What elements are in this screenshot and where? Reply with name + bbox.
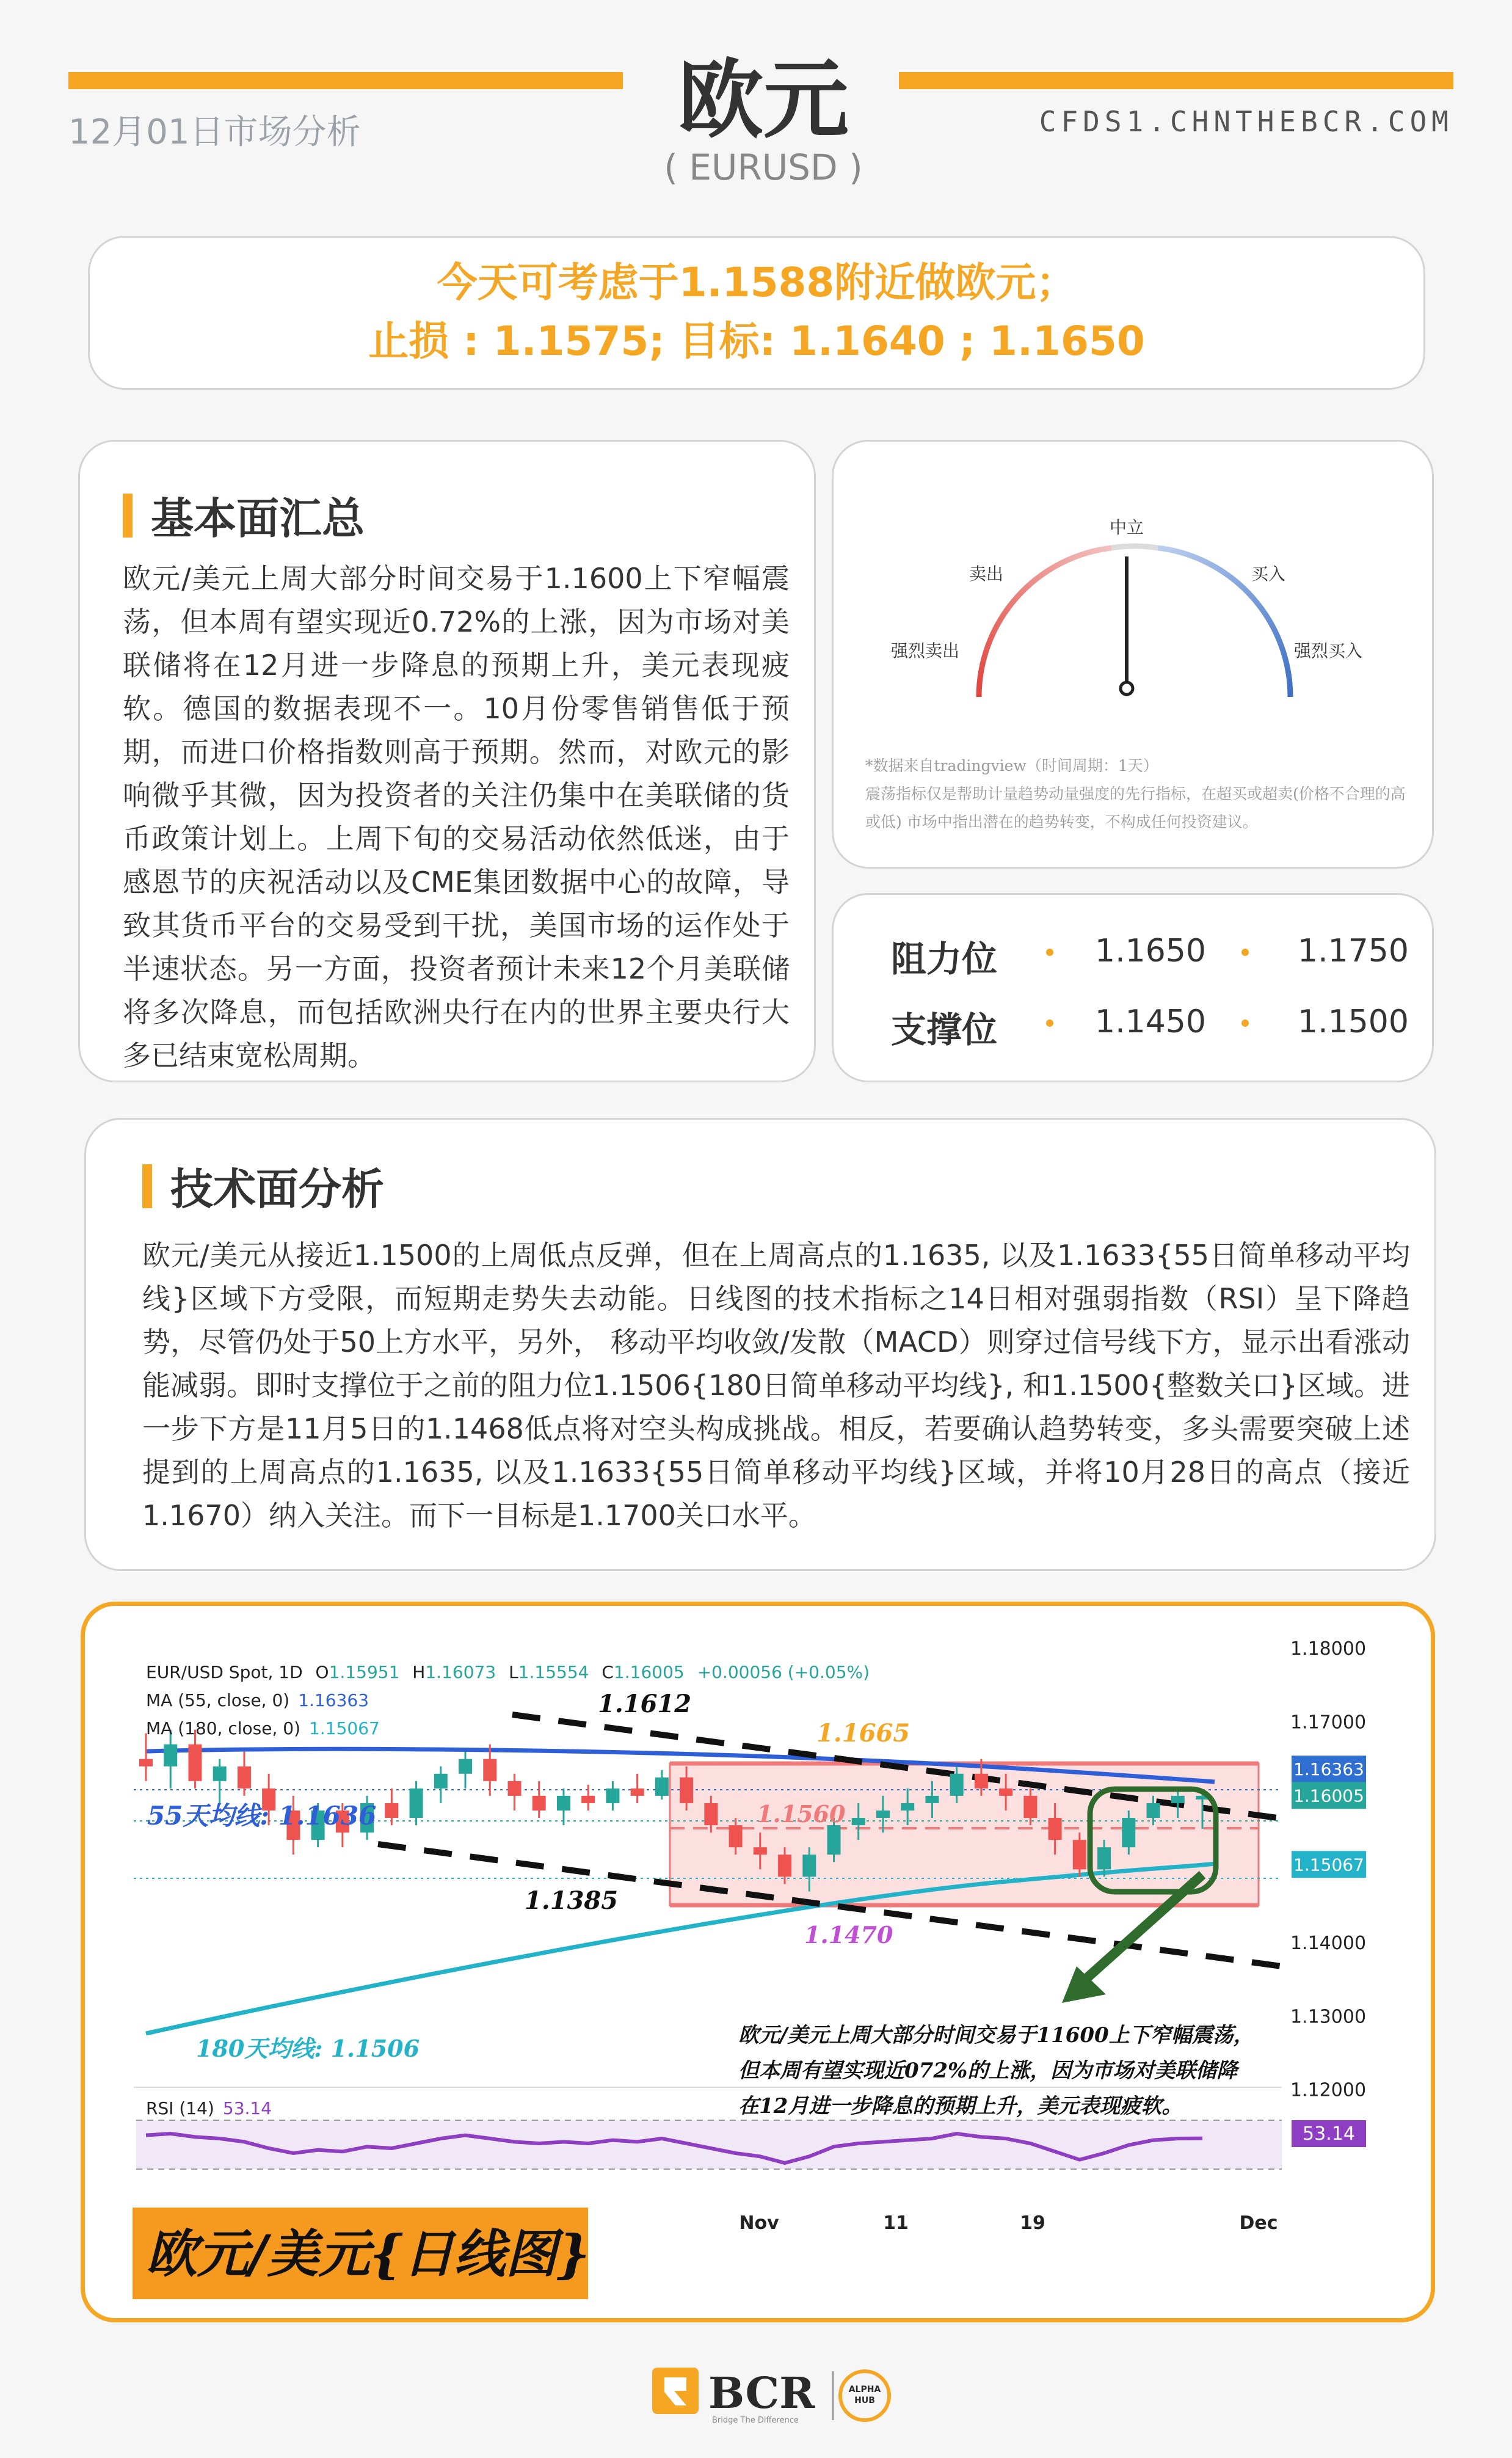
annotation-high: 1.1612 (598, 1690, 692, 1718)
annotation-comment-3: 在12月进一步降息的预期上升，美元表现疲软。 (738, 2094, 1183, 2118)
candle-body (139, 1759, 153, 1767)
annotation-top: 1.1665 (816, 1719, 910, 1748)
bullet-icon (1046, 949, 1053, 956)
support-row (834, 1001, 1432, 1050)
price-tag-value: 1.16005 (1293, 1785, 1364, 1806)
gauge-pivot (1121, 682, 1133, 695)
technical-card (84, 1118, 1436, 1571)
recommendation-entry: 今天可考虑于1.1588附近做欧元； (437, 259, 1077, 306)
x-tick: Nov (739, 2212, 779, 2234)
candle-body (631, 1789, 644, 1796)
candle-body (606, 1789, 619, 1803)
gauge-label-strong-buy: 强烈买入 (1293, 641, 1363, 661)
annotation-comment-1: 欧元/美元上周大部分时间交易于11600上下窄幅震荡， (738, 2023, 1254, 2048)
technical-text: 欧元/美元从接近1.1500的上周低点反弹，但在上周高点的1.1635, 以及1.1633{55日简单移动平均线}区域下方受限，而短期走势失去动能。日线图的技术指标之14日相对强弱指数（RSI）呈下降趋势，尽管仍处于50上方水平，另外， 移动平均收敛/发散（MACD）则穿过信号线下方，显示出看涨动能减弱。即时支撑位于之前的阻力位1.1506{180日简单移动平均线}, 和1.1500{整数关口}区域。进一步下方是11月5日的1.1468低点将对空头构成挑战。相反，若要确认趋势转变，多头需要突破上述提到的上周高点的1.1635, 以及1.1633{55日简单移动平均线}区域，并将10月28日的高点（接近1.1670）纳入关注。而下一目标是1.1700关口水平。 (142, 1239, 1410, 1532)
recommendation-targets: 止损 : 1.1575; 目标: 1.1640 ; 1.1650 (368, 318, 1145, 365)
candle-body (778, 1854, 791, 1876)
svg-text:Bridge The Difference: Bridge The Difference (712, 2416, 799, 2425)
trade-recommendation (88, 236, 1425, 390)
annotation-mid: 1.1560 (757, 1800, 846, 1828)
rsi-tag-value: 53.14 (1303, 2123, 1355, 2145)
technical-heading (142, 1155, 1410, 1217)
symbol-line: EUR/USD Spot, 1D O1.15951 H1.16073 L1.15554 C1.16005 +0.00056 (+0.05%) (146, 1662, 870, 1682)
svg-text:HUB: HUB (854, 2396, 875, 2405)
candle-body (581, 1796, 595, 1803)
candle-body (483, 1759, 496, 1781)
annotation-comment-2: 但本周有望实现近072%的上涨，因为市场对美联储降 (738, 2059, 1238, 2083)
candle-body (1122, 1818, 1135, 1847)
chart-caption: 欧元/美元{日线图} (146, 2223, 590, 2284)
candle-body (925, 1796, 939, 1803)
sentiment-gauge-card (832, 440, 1434, 869)
annotation-ma180: 180天均线: 1.1506 (196, 2035, 420, 2062)
gauge-arc-neutral (1111, 546, 1158, 548)
candle-body (1073, 1840, 1086, 1869)
candle-body (852, 1818, 865, 1825)
candle-body (385, 1803, 398, 1818)
header-accent-right (899, 72, 1453, 89)
fundamentals-title: 基本面汇总 (151, 494, 365, 544)
candle-body (1049, 1818, 1062, 1840)
sentiment-gauge (834, 442, 1436, 747)
heading-marker (123, 494, 133, 538)
candle-body (459, 1759, 472, 1774)
candle-body (827, 1825, 841, 1854)
candle-body (901, 1803, 914, 1811)
technical-title: 技术面分析 (170, 1164, 384, 1214)
y-tick: 1.13000 (1290, 2006, 1367, 2028)
gauge-disclaimer (865, 752, 1415, 836)
candle-body (532, 1796, 546, 1811)
page-subtitle: ( EURUSD ) (664, 147, 863, 188)
rsi-band (136, 2120, 1282, 2169)
ma180-readout: MA (180, close, 0) 1.15067 (146, 1718, 380, 1738)
candle-body (557, 1796, 570, 1811)
candle-body (729, 1825, 743, 1847)
footer-logo (652, 2359, 896, 2432)
resistance-label: 阻力位 (891, 938, 998, 980)
candle-body (188, 1745, 202, 1781)
candle-body (238, 1767, 251, 1789)
levels-card (832, 893, 1434, 1082)
candle-body (1097, 1847, 1111, 1869)
candle-body (975, 1774, 988, 1789)
resistance-row (834, 930, 1432, 979)
candle-body (164, 1745, 177, 1767)
candle-body (680, 1778, 693, 1803)
candle-body (802, 1854, 816, 1876)
resistance-2: 1.1750 (1298, 933, 1409, 969)
candle-body (754, 1847, 767, 1854)
candle-body (213, 1767, 227, 1781)
gauge-label-neutral: 中立 (1109, 517, 1144, 538)
resistance-1: 1.1650 (1095, 933, 1206, 969)
ma55-readout: MA (55, close, 0) 1.16363 (146, 1690, 369, 1710)
candle-body (507, 1781, 521, 1796)
page-title: 欧元 (677, 51, 849, 150)
candle-body (1023, 1796, 1037, 1818)
annotation-ma55: 55天均线: 1.1636 (147, 1801, 377, 1831)
candle-body (655, 1778, 669, 1796)
svg-text:ALPHA: ALPHA (848, 2385, 881, 2394)
price-chart-frame (81, 1602, 1435, 2322)
support-label: 支撑位 (891, 1009, 998, 1051)
fundamentals-card (78, 440, 816, 1082)
price-tag-value: 1.15067 (1293, 1854, 1364, 1875)
gauge-note-text: 震荡指标仅是帮助计量趋势动量强度的先行指标，在超买或超卖(价格不合理的高或低) 市场中指出潜在的趋势转变，不构成任何投资建议。 (865, 785, 1406, 831)
annotation-bottom: 1.1470 (804, 1921, 893, 1949)
bcr-logo-icon (652, 2359, 896, 2432)
gauge-source: *数据来自tradingview（时间周期：1天） (865, 757, 1158, 775)
heading-marker (142, 1164, 152, 1208)
report-date: 12月01日市场分析 (68, 112, 361, 152)
gauge-label-buy: 买入 (1251, 564, 1286, 584)
y-tick: 1.12000 (1290, 2079, 1367, 2101)
support-2: 1.1500 (1298, 1004, 1409, 1040)
fundamentals-text: 欧元/美元上周大部分时间交易于1.1600上下窄幅震荡，但本周有望实现近0.72%的上涨，因为市场对美联储将在12月进一步降息的预期上升，美元表现疲软。德国的数据表现不一。10月份零售销售低于预期，而进口价格指数则高于预期。然而，对欧元的影响微乎其微，因为投资者的关注仍集中在美联储的货币政策计划上。上周下旬的交易活动依然低迷，由于感恩节的庆祝活动以及CME集团数据中心的故障，导致其货币平台的交易受到干扰，美国市场的运作处于半速状态。另一方面，投资者预计未来12个月美联储将多次降息，而包括欧洲央行在内的世界主要央行大多已结束宽松周期。 (123, 562, 790, 1072)
candle-body (410, 1789, 423, 1818)
bullet-icon (1241, 949, 1249, 956)
candle-body (999, 1789, 1012, 1796)
gauge-label-sell: 卖出 (969, 564, 1004, 584)
y-tick: 1.14000 (1290, 1932, 1367, 1954)
y-tick: 1.18000 (1290, 1638, 1367, 1660)
x-tick: Dec (1239, 2212, 1278, 2234)
bullet-icon (1046, 1019, 1053, 1027)
support-1: 1.1450 (1095, 1004, 1206, 1040)
price-tag-value: 1.16363 (1293, 1759, 1364, 1780)
header-accent-left (68, 72, 623, 89)
svg-text:BCR: BCR (708, 2368, 815, 2418)
candle-body (1147, 1803, 1160, 1818)
candle-body (950, 1774, 964, 1796)
x-tick: 19 (1020, 2212, 1045, 2234)
price-chart (85, 1606, 1431, 2318)
y-tick: 1.17000 (1290, 1712, 1367, 1734)
gauge-label-strong-sell: 强烈卖出 (890, 641, 960, 661)
candle-body (876, 1811, 890, 1818)
rsi-readout: RSI (14) 53.14 (146, 2098, 272, 2118)
site-url: CFDS1.CHNTHEBCR.COM (1039, 105, 1453, 138)
annotation-low: 1.1385 (525, 1886, 619, 1915)
bullet-icon (1241, 1019, 1249, 1027)
candle-body (1171, 1796, 1185, 1803)
x-tick: 11 (883, 2212, 909, 2234)
fundamentals-heading (123, 484, 790, 546)
candle-body (704, 1803, 718, 1825)
candle-body (434, 1774, 448, 1789)
